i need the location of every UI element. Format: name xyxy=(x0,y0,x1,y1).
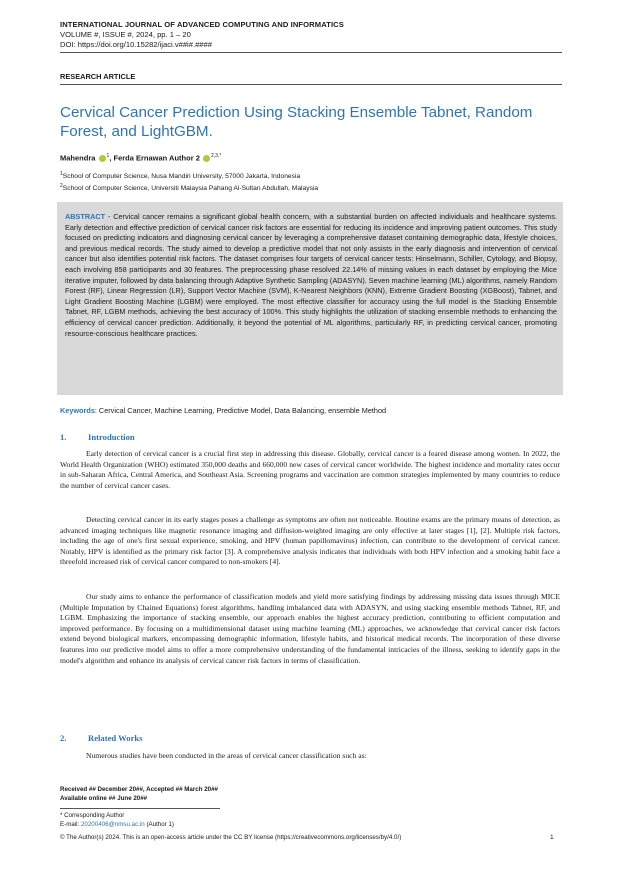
keywords xyxy=(60,406,560,416)
journal-name: INTERNATIONAL JOURNAL OF ADVANCED COMPUTING AND INFORMATICS xyxy=(60,20,344,29)
volume-info: VOLUME #, ISSUE #, 2024, pp. 1 – 20 xyxy=(60,30,191,39)
email-line xyxy=(60,821,560,830)
page-number: 1 xyxy=(550,834,554,841)
footnotes xyxy=(60,812,560,829)
paragraph: Our study aims to enhance the performance of classification models and yield more satisfying findings by addressing missing data issues through MICE (Multiple Imputation by Chained Equations) forest algorithms, handling imbalanced data with ADASYN, and using stacking ensemble methods Tabnet, RF, and LGBM. Emphasizing the importance of stacking ensemble, our approach enables the highest accuracy prediction, contributing to efficient computation and improved performance. By focusing on a multidimensional dataset using machine learning (ML) approaches, we acknowledge that cervical cancer risk factors extend beyond biological markers, encompassing demographic information, lifestyle habits, and historical medical records. The incorporation of these diverse features into our predictive model aims to offer a more comprehensive understanding of the fundamental intricacies of the illness, seeking to identify gaps in the model's algorithm and enhance its analysis of cervical cancer risk factors in terms of classification. xyxy=(60,592,560,665)
keywords-list: : Cervical Cancer, Machine Learning, Predictive Model, Data Balancing, ensemble Method xyxy=(94,406,387,415)
affiliation-sup: 1 xyxy=(60,171,63,177)
footnote-divider xyxy=(60,808,220,809)
article-type: RESEARCH ARTICLE xyxy=(60,72,136,81)
section-heading-introduction xyxy=(60,432,135,442)
publication-dates xyxy=(60,786,560,803)
author-1-sup: 1 xyxy=(106,153,110,159)
section-title: Related Works xyxy=(88,733,143,743)
email-link[interactable]: 20200406@nmsu.ac.in xyxy=(80,820,145,828)
affiliation-sup: 2 xyxy=(60,183,63,189)
section-number: 1. xyxy=(60,432,67,442)
email-suffix: (Author 1) xyxy=(144,820,174,828)
paragraph: Numerous studies have been conducted in the areas of cervical cancer classification such as: xyxy=(86,751,367,760)
available-date: Available online ## June 20## xyxy=(60,794,148,802)
section-heading-related-works xyxy=(60,733,143,743)
paper-title: Cervical Cancer Prediction Using Stacking Ensemble Tabnet, Random Forest, and LightGBM. xyxy=(60,104,533,140)
keywords-label: Keywords xyxy=(60,406,95,415)
section-number: 2. xyxy=(60,733,67,743)
author-1-name[interactable]: Mahendra xyxy=(60,153,96,163)
affiliation-text: School of Computer Science, Universiti Malaysia Pahang Al-Sultan Abdullah, Malaysia xyxy=(62,185,319,193)
affiliation-1 xyxy=(60,170,560,181)
email-label: E-mail: xyxy=(60,820,81,828)
orcid-icon[interactable] xyxy=(203,155,210,162)
orcid-icon[interactable] xyxy=(99,155,106,162)
paragraph: Early detection of cervical cancer is a crucial first step in addressing this disease. Globally, cervical cancer is a feared disease among women. In 2022, the World Health Organization (WHO) estimated 350,000 deaths and 660,000 new cases of cervical cancer worldwide. The highest incidence and mortality rates occur in sub-Saharan Africa, Central America, and Southeast Asia. Screening programs and vaccination are common strategies implemented by many countries to reduce the number of cervical cancer cases. xyxy=(60,449,560,490)
journal-meta xyxy=(60,30,560,49)
author-list: Mahendra $^1$, Ferda Ernawan Author 2 $^{2,3,*}$ xyxy=(60,153,222,163)
article-type-divider xyxy=(60,84,562,85)
author-2-name[interactable]: Ferda Ernawan Author 2 xyxy=(113,153,200,163)
paragraph: Detecting cervical cancer in its early stages poses a challenge as symptoms are often not noticeable. Routine exams are the primary means of detection, as advanced imaging techniques like magnetic resonance imaging and diffusion-weighted imaging are only effective at later stages [1], [2]. Multiple risk factors, including the age of one's first sexual experience, smoking, and HPV (human papillomavirus) infection, can contribute to the development of cervical cancer. Notably, HPV is identified as the primary risk factor [3]. A comprehensive analysis indicates that individuals with both HPV infection and a smoking habit face a threefold increased risk of cervical cancer compared to non-smokers [4]. xyxy=(60,515,560,567)
doi-link[interactable]: DOI: https://doi.org/10.15282/ijaci.v##i#.#### xyxy=(60,39,212,49)
license-note: © The Author(s) 2024. This is an open-access article under the CC BY license (https://creativecommons.org/licenses/by/4.0/) xyxy=(60,834,402,841)
affiliation-2 xyxy=(60,182,560,193)
abstract-body: - Cervical cancer remains a significant global health concern, with a substantial burden on affected individuals and healthcare systems. Early detection and effective prediction of cervical cancer risk factors are essential for reducing its incidence and improving patient outcomes. This study focused on predicting indicators and diagnosing cervical cancer by leveraging a comprehensive dataset containing demographic data, lifestyle choices, and previous medical records. The study aimed to develop a predictive model that not only assists in the early diagnosis and intervention of cervical cancer but also identifies potential risk factors. The dataset comprises four targets of cervical cancer tests: Hinselmann, Schiller, Cytology, and Biopsy, each involving 858 participants and 30 features. The preprocessing phase resolved 22.14% of missing values in each dataset by employing the Mice iterative imputer, followed by data balancing through Adaptive Synthetic Sampling (ADASYN). Seven machine learning (ML) algorithms, namely Random Forest (RF), Linear Regression (LR), Support Vector Machine (SVM), K-Nearest Neighbors (KNN), Extreme Gradient Boosting (XGBoost), Tabnet, and Light Gradient Boosting Machine (LGBM) were employed. The most effective classifier for accuracy using the full model is the Stacking Ensemble Tabnet, RF, LGBM methods, achieving the best accuracy of 100%. This study highlights the utilization of stacking ensemble methods to enhancing the efficiency of cervical cancer prediction. Additionally, it beyond the potential of ML algorithms, particularly RF, in predicting cervical cancer, promoting resource-conscious healthcare practices. xyxy=(65,212,557,338)
abstract-label: ABSTRACT xyxy=(65,212,106,221)
abstract xyxy=(65,212,557,339)
section-title: Introduction xyxy=(88,432,135,442)
author-2-sup: 2,3,* xyxy=(210,153,222,159)
received-date: Received ## December 20##, Accepted ## March 20## xyxy=(60,786,218,793)
corresponding-author-note: * Corresponding Author xyxy=(60,812,125,819)
affiliation-text: School of Computer Science, Nusa Mandiri University, 57000 Jakarta, Indonesia xyxy=(62,173,301,181)
header-divider xyxy=(60,52,562,53)
